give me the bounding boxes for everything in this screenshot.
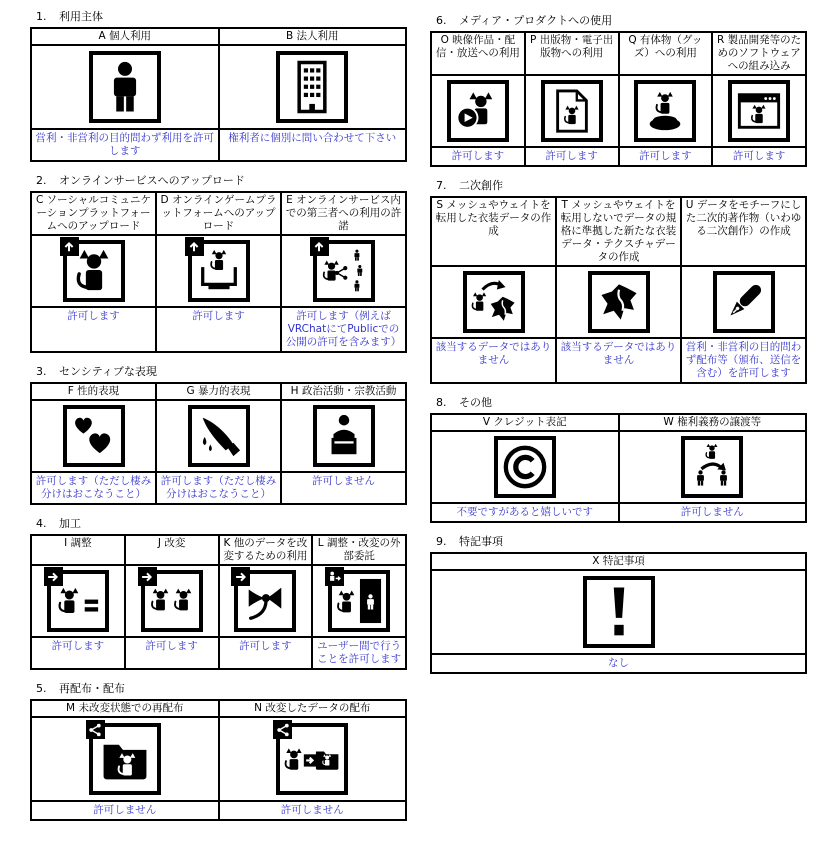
icon-cell — [525, 75, 619, 147]
icon-frame — [188, 405, 250, 467]
cell-header: R 製品開発等のためのソフトウェアへの組み込み — [712, 32, 806, 75]
section-table — [430, 413, 807, 523]
icon-cell — [431, 266, 556, 338]
section-number: 3. — [36, 365, 47, 378]
icon-frame — [541, 80, 603, 142]
cell-header: P 出版物・電子出版物への利用 — [525, 32, 619, 75]
icon-cell — [31, 717, 219, 801]
result-text: 許可します（ただし棲み分けはおこなうこと） — [31, 472, 156, 504]
cell-header: M 未改変状態での再配布 — [31, 700, 219, 717]
modify-badge-icon — [44, 567, 63, 586]
section-table — [30, 699, 407, 821]
icon-cell — [281, 235, 406, 307]
cell-header: U データをモチーフにした二次的著作物（いわゆる二次創作）の作成 — [681, 197, 806, 266]
section-number: 4. — [36, 517, 47, 530]
icon-frame — [276, 51, 348, 123]
cell-header: X 特記事項 — [431, 553, 806, 570]
cell-header: E オンラインサービス内での第三者への利用の許諾 — [281, 192, 406, 235]
modify-badge-icon — [231, 567, 250, 586]
knife-icon — [196, 413, 242, 459]
share-badge-icon — [273, 720, 292, 739]
section-name: 二次創作 — [459, 179, 503, 192]
icon-frame — [89, 51, 161, 123]
icon-cell — [712, 75, 806, 147]
section-others — [430, 394, 807, 523]
share-icon — [276, 723, 290, 737]
section-usage-subject — [30, 8, 407, 162]
section-table — [430, 552, 807, 674]
section-name: 利用主体 — [59, 10, 103, 23]
icon-cell — [31, 400, 156, 472]
modify-badge-icon — [138, 567, 157, 586]
icon-frame — [63, 240, 125, 302]
icon-cell — [431, 75, 525, 147]
icon-cell — [125, 565, 219, 637]
section-online-upload — [30, 172, 407, 353]
result-text: 許可します — [712, 147, 806, 166]
icon-cell — [31, 45, 219, 129]
icon-frame — [141, 570, 203, 632]
result-text: 権利者に個別に問い合わせて下さい — [219, 129, 407, 161]
result-text: 許可します — [619, 147, 713, 166]
section-table — [430, 31, 807, 167]
cell-header: C ソーシャルコミュニケーションプラットフォームへのアップロード — [31, 192, 156, 235]
video-play-cat-icon — [455, 88, 501, 134]
result-text: 許可しません — [219, 801, 407, 820]
icon-cell — [31, 235, 156, 307]
icon-cell — [156, 400, 281, 472]
section-title — [36, 8, 407, 24]
up-arrow-icon — [187, 240, 201, 254]
icon-cell — [681, 266, 806, 338]
section-table — [30, 382, 407, 505]
share-icon — [88, 723, 102, 737]
right-arrow-icon — [140, 570, 154, 584]
copyright-icon — [502, 444, 548, 490]
outsource-badge-icon — [325, 567, 344, 586]
hearts-icon — [71, 413, 117, 459]
icon-cell — [31, 565, 125, 637]
section-title — [36, 172, 407, 188]
cell-header: D オンラインゲームプラットフォームへのアップロード — [156, 192, 281, 235]
section-name: センシティブな表現 — [59, 365, 157, 378]
icon-frame — [47, 570, 109, 632]
section-title — [436, 394, 807, 410]
section-number: 9. — [436, 535, 447, 548]
result-text: 許可しません — [31, 801, 219, 820]
icon-cell — [219, 45, 407, 129]
person-icon — [97, 59, 153, 115]
section-name: 特記事項 — [459, 535, 503, 548]
icon-cell — [556, 266, 681, 338]
cell-header: V クレジット表記 — [431, 414, 619, 431]
section-number: 2. — [36, 174, 47, 187]
result-text: 許可します — [31, 637, 125, 669]
left-column — [30, 8, 407, 831]
cell-header: W 権利義務の譲渡等 — [619, 414, 807, 431]
transfer-rights-icon — [689, 444, 735, 490]
section-table — [430, 196, 807, 384]
icon-frame — [583, 576, 655, 648]
cell-header: J 改変 — [125, 535, 219, 565]
section-number: 6. — [436, 14, 447, 27]
result-text: 営利・非営利の目的問わず利用を許可します — [31, 129, 219, 161]
figurine-cat-icon — [642, 88, 688, 134]
right-arrow-icon — [46, 570, 60, 584]
cell-header: O 映像作品・配信・放送への利用 — [431, 32, 525, 75]
icon-frame — [447, 80, 509, 142]
result-text: なし — [431, 654, 806, 673]
upload-badge-icon — [185, 237, 204, 256]
section-table — [30, 191, 407, 353]
cell-header: F 性的表現 — [31, 383, 156, 400]
upload-badge-icon — [310, 237, 329, 256]
cell-header: N 改変したデータの配布 — [219, 700, 407, 717]
modified-distribution-icon — [284, 731, 340, 787]
icon-cell — [619, 431, 807, 503]
section-number: 1. — [36, 10, 47, 23]
cell-header: Q 有体物（グッズ）への利用 — [619, 32, 713, 75]
section-number: 5. — [36, 682, 47, 695]
icon-frame — [681, 436, 743, 498]
section-number: 7. — [436, 179, 447, 192]
derived-costume-icon — [471, 279, 517, 325]
person-arrow-icon — [328, 570, 342, 584]
icon-frame — [313, 405, 375, 467]
result-text: 許可します（ただし棲み分けはおこなうこと） — [156, 472, 281, 504]
cell-header: S メッシュやウェイトを転用した衣装データの作成 — [431, 197, 556, 266]
cell-header: I 調整 — [31, 535, 125, 565]
document-cat-icon — [549, 88, 595, 134]
software-window-cat-icon — [736, 88, 782, 134]
result-text: 許可します — [525, 147, 619, 166]
cell-header: B 法人利用 — [219, 28, 407, 45]
result-text: 許可します — [219, 637, 313, 669]
result-text: ユーザー間で行うことを許可します — [312, 637, 406, 669]
result-text: 不要ですがあると嬉しいです — [431, 503, 619, 522]
folder-cat-icon — [97, 731, 153, 787]
icon-frame — [588, 271, 650, 333]
icon-cell — [219, 717, 407, 801]
result-text: 許可します — [156, 307, 281, 352]
icon-frame — [713, 271, 775, 333]
icon-frame — [234, 570, 296, 632]
right-arrow-icon — [234, 570, 248, 584]
section-name: オンラインサービスへのアップロード — [59, 174, 245, 187]
section-title — [436, 177, 807, 193]
section-title — [36, 363, 407, 379]
cell-header: H 政治活動・宗教活動 — [281, 383, 406, 400]
share-badge-icon — [86, 720, 105, 739]
section-number: 8. — [436, 396, 447, 409]
section-title — [436, 12, 807, 28]
icon-frame — [276, 723, 348, 795]
cell-header: G 暴力的表現 — [156, 383, 281, 400]
section-processing — [30, 515, 407, 670]
result-text: 許可しません — [619, 503, 807, 522]
section-title — [36, 515, 407, 531]
cell-header: L 調整・改変の外部委託 — [312, 535, 406, 565]
pen-icon — [721, 279, 767, 325]
up-arrow-icon — [62, 240, 76, 254]
section-table — [30, 534, 407, 670]
exclamation-icon — [591, 584, 647, 640]
result-text: 許可します — [125, 637, 219, 669]
section-name: その他 — [459, 396, 492, 409]
icon-cell — [431, 570, 806, 654]
icon-frame — [728, 80, 790, 142]
section-derivative-works — [430, 177, 807, 384]
icon-frame — [63, 405, 125, 467]
result-text: 許可します — [31, 307, 156, 352]
result-text: 許可しません — [281, 472, 406, 504]
result-text: 営利・非営利の目的問わず配布等（頒布、送信を含む）を許可します — [681, 338, 806, 383]
new-costume-icon — [596, 279, 642, 325]
section-special-notes — [430, 533, 807, 674]
icon-cell — [281, 400, 406, 472]
icon-cell — [431, 431, 619, 503]
icon-frame — [89, 723, 161, 795]
section-name: メディア・プロダクトへの使用 — [459, 14, 613, 27]
icon-frame — [188, 240, 250, 302]
icon-cell — [619, 75, 713, 147]
right-column — [430, 12, 807, 684]
section-table — [30, 27, 407, 162]
icon-cell — [156, 235, 281, 307]
icon-frame — [328, 570, 390, 632]
result-text: 該当するデータではありません — [431, 338, 556, 383]
cell-header: K 他のデータを改変するための利用 — [219, 535, 313, 565]
icon-cell — [219, 565, 313, 637]
result-text: 許可します（例えばVRChatにてPublicでの公開の許可を含みます） — [281, 307, 406, 352]
section-name: 再配布・配布 — [59, 682, 125, 695]
icon-frame — [494, 436, 556, 498]
cell-header: A 個人利用 — [31, 28, 219, 45]
up-arrow-icon — [312, 240, 326, 254]
result-text: 許可します — [431, 147, 525, 166]
section-title — [36, 680, 407, 696]
section-media-product — [430, 12, 807, 167]
upload-badge-icon — [60, 237, 79, 256]
section-title — [436, 533, 807, 549]
icon-frame — [634, 80, 696, 142]
icon-frame — [313, 240, 375, 302]
icon-cell — [312, 565, 406, 637]
result-text: 該当するデータではありません — [556, 338, 681, 383]
section-name: 加工 — [59, 517, 81, 530]
cell-header: T メッシュやウェイトを転用しないでデータの規格に準拠した新たな衣装データ・テクスチャデータの作成 — [556, 197, 681, 266]
building-icon — [284, 59, 340, 115]
section-sensitive-expression — [30, 363, 407, 505]
section-redistribution — [30, 680, 407, 821]
icon-frame — [463, 271, 525, 333]
podium-speaker-icon — [321, 413, 367, 459]
